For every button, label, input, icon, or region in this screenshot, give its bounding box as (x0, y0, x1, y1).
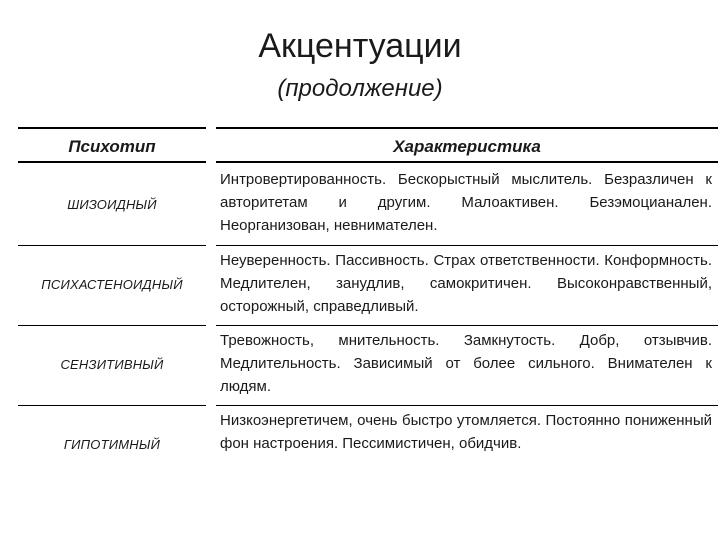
page-title: Акцентуации (258, 27, 462, 65)
column-header-characteristic: Характеристика (216, 127, 718, 163)
characteristic-cell: Тревожность, мнительность. Замкнутость. Добр, отзывчив. Медлительность. Зависимый от более сильного. Внимателен к людям. (216, 325, 718, 403)
characteristic-cell: Неуверенность. Пассивность. Страх ответственности. Конформность. Медлителен, занудлив, самокритичен. Высоконравственный, осторожный, справедливый. (216, 245, 718, 323)
psychotype-cell: ПСИХАСТЕНОИДНЫЙ (18, 245, 206, 323)
psychotype-cell: СЕНЗИТИВНЫЙ (18, 325, 206, 403)
psychotype-cell: ШИЗОИДНЫЙ (67, 196, 157, 212)
characteristic-cell: Интровертированность. Бескорыстный мыслитель. Безразличен к авторитетам и другим. Малоактивен. Безэмоцианален. Неорганизован, невнимателен. (220, 171, 712, 234)
page-subtitle: (продолжение) (277, 75, 443, 102)
psychotype-cell: ГИПОТИМНЫЙ (18, 405, 206, 483)
column-header-psychotype: Психотип (18, 127, 206, 163)
characteristic-cell: Низкоэнергетичем, очень быстро утомляется. Постоянно пониженный фон настроения. Пессимистичен, обидчив. (216, 405, 718, 483)
